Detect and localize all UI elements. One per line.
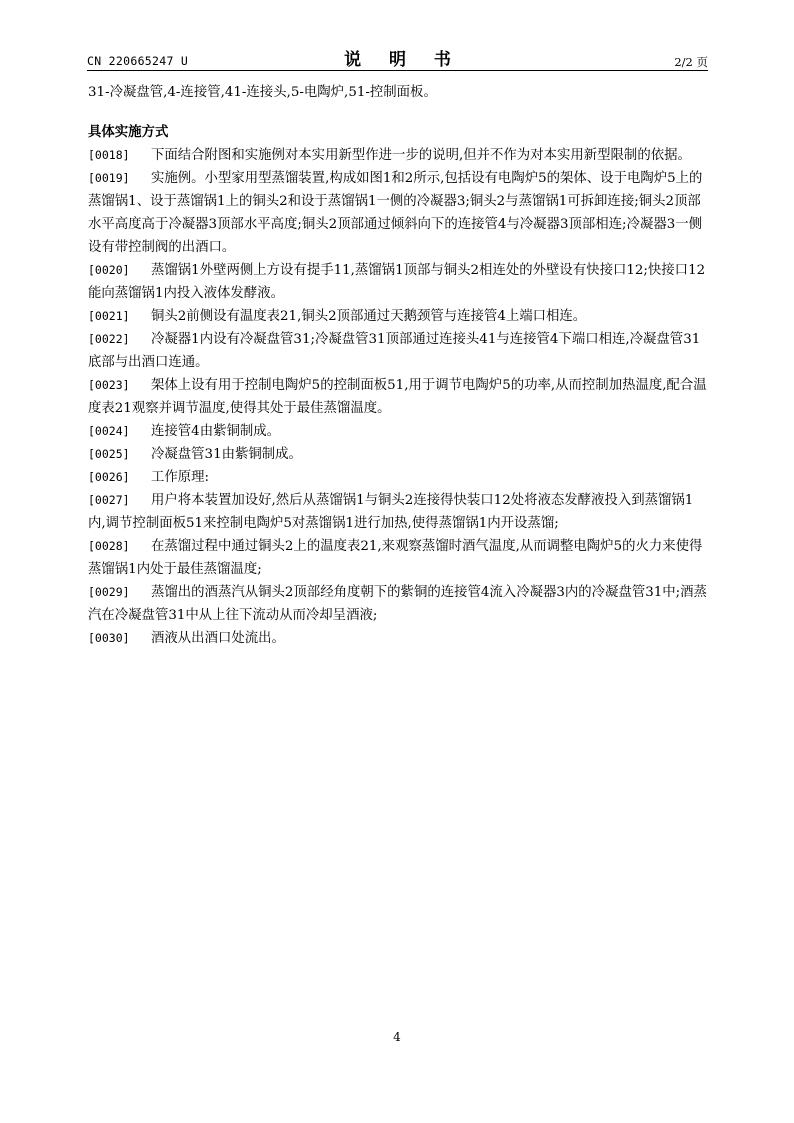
paragraph-text: 用户将本装置加设好,然后从蒸馏锅1与铜头2连接得快装口12处将液态发酵液投入到蒸馏锅1内,调节控制面板51来控制电陶炉5对蒸馏锅1进行加热,使得蒸馏锅1内开设蒸馏; — [88, 493, 694, 531]
document-title: 说 明 书 — [344, 50, 462, 70]
paragraph-text: 下面结合附图和实施例对本实用新型作进一步的说明,但并不作为对本实用新型限制的依据。 — [151, 148, 691, 163]
paragraph-number: [0027] — [88, 493, 130, 507]
paragraph — [88, 374, 708, 420]
paragraph-text: 酒液从出酒口处流出。 — [151, 631, 285, 646]
paragraph-text: 架体上设有用于控制电陶炉5的控制面板51,用于调节电陶炉5的功率,从而控制加热温度,配合温度表21观察并调节温度,使得其处于最佳蒸馏温度。 — [88, 378, 707, 416]
paragraph — [88, 328, 708, 374]
paragraph — [88, 627, 708, 650]
patent-number: CN 220665247 U — [87, 54, 189, 68]
paragraph — [88, 144, 708, 167]
paragraph-text: 蒸馏锅1外壁两侧上方设有提手11,蒸馏锅1顶部与铜头2相连处的外壁设有快接口12;快接口12能向蒸馏锅1内投入液体发酵液。 — [88, 263, 706, 301]
paragraph — [88, 489, 708, 535]
paragraph-text: 铜头2前侧设有温度表21,铜头2顶部通过天鹅颈管与连接管4上端口相连。 — [151, 309, 587, 324]
paragraph — [88, 581, 708, 627]
paragraph — [88, 443, 708, 466]
paragraph — [88, 259, 708, 305]
paragraph — [88, 420, 708, 443]
section-title: 具体实施方式 — [88, 125, 169, 140]
paragraph — [88, 305, 708, 328]
paragraph-number: [0026] — [88, 470, 130, 484]
paragraph — [88, 535, 708, 581]
paragraph-number: [0021] — [88, 309, 130, 323]
paragraph — [88, 466, 708, 489]
document-body — [88, 81, 708, 650]
paragraph-number: [0019] — [88, 171, 130, 185]
page-indicator: 2/2 页 — [674, 55, 708, 69]
page-header — [87, 44, 708, 71]
paragraph-number: [0030] — [88, 631, 130, 645]
paragraph-number: [0028] — [88, 539, 130, 553]
paragraph-text: 冷凝器1内设有冷凝盘管31;冷凝盘管31顶部通过连接头41与连接管4下端口相连,冷凝盘管31底部与出酒口连通。 — [88, 332, 701, 370]
paragraph-number: [0023] — [88, 378, 130, 392]
page-number: 4 — [393, 1030, 401, 1044]
paragraph-number: [0018] — [88, 148, 130, 162]
paragraph-text: 实施例。小型家用型蒸馏装置,构成如图1和2所示,包括设有电陶炉5的架体、设于电陶炉5上的蒸馏锅1、设于蒸馏锅1上的铜头2和设于蒸馏锅1一侧的冷凝器3;铜头2与蒸馏锅1可拆卸连接;铜头2顶部水平高度高于冷凝器3顶部水平高度;铜头2顶部通过倾斜向下的连接管4与冷凝器3顶部相连;冷凝器3一侧设有带控制阀的出酒口。 — [88, 171, 703, 255]
paragraph-number: [0025] — [88, 447, 130, 461]
paragraph-number: [0029] — [88, 585, 130, 599]
paragraph-text: 工作原理: — [151, 470, 210, 485]
paragraph-text: 蒸馏出的酒蒸汽从铜头2顶部经角度朝下的紫铜的连接管4流入冷凝器3内的冷凝盘管31中;酒蒸汽在冷凝盘管31中从上往下流动从而冷却呈酒液; — [88, 585, 707, 623]
figure-labels-line: 31-冷凝盘管,4-连接管,41-连接头,5-电陶炉,51-控制面板。 — [88, 85, 437, 100]
paragraph — [88, 167, 708, 259]
paragraph-text: 在蒸馏过程中通过铜头2上的温度表21,来观察蒸馏时酒气温度,从而调整电陶炉5的火力来使得蒸馏锅1内处于最佳蒸馏温度; — [88, 539, 703, 577]
paragraph-text: 连接管4由紫铜制成。 — [151, 424, 281, 439]
paragraph-number: [0020] — [88, 263, 130, 277]
paragraph-number: [0022] — [88, 332, 130, 346]
paragraph-text: 冷凝盘管31由紫铜制成。 — [151, 447, 302, 462]
paragraph-number: [0024] — [88, 424, 130, 438]
